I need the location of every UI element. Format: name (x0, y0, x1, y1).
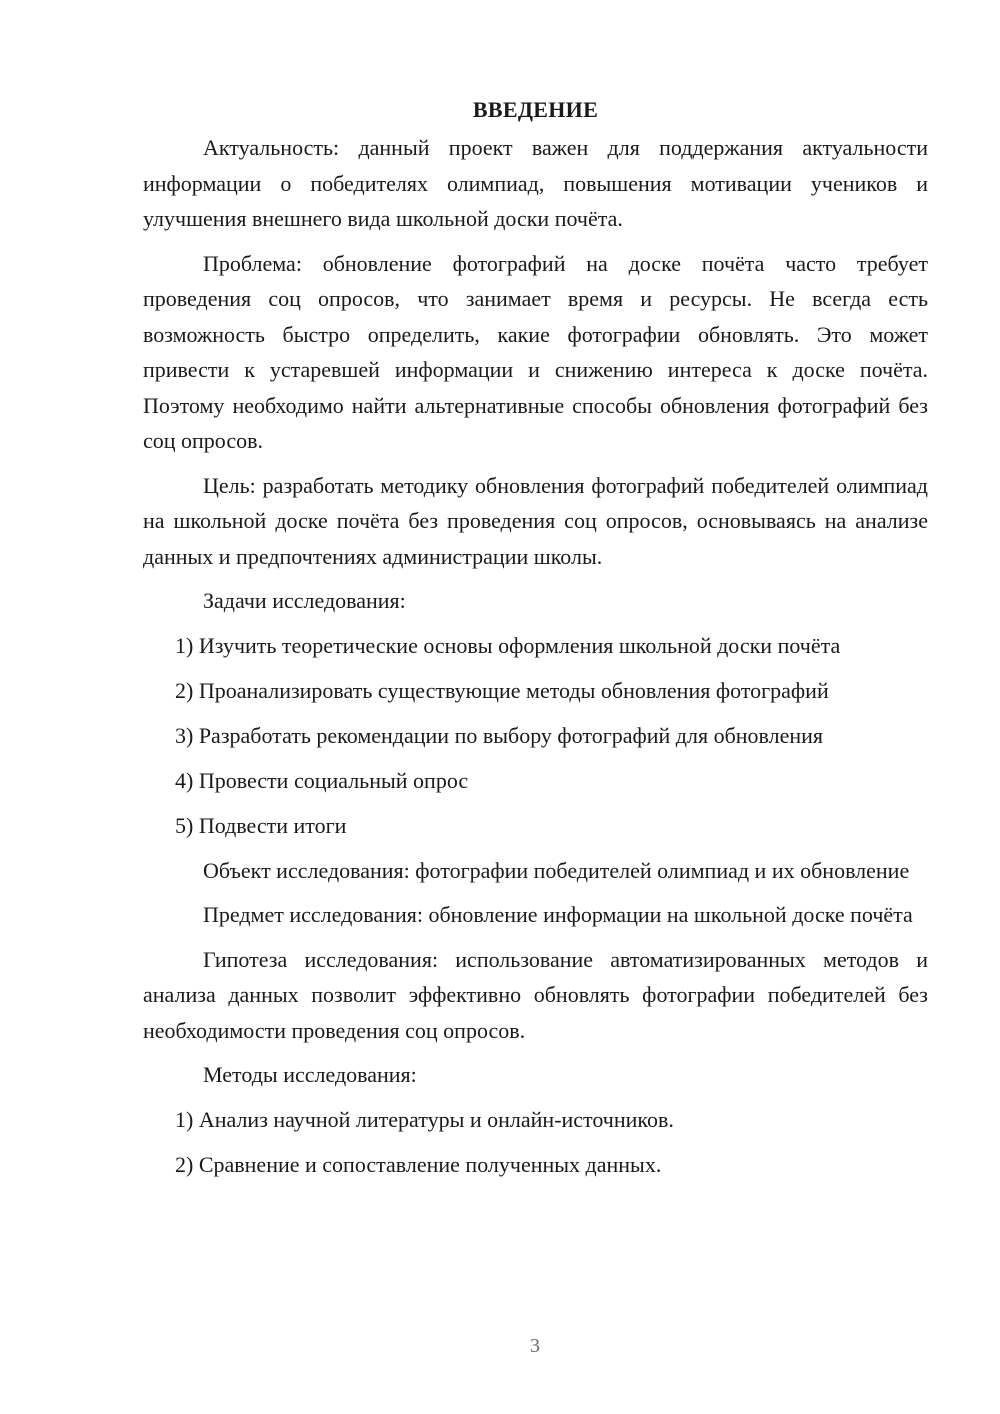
paragraph-goal: Цель: разработать методику обновления фотографий победителей олимпиад на школьной доске почёта без проведения соц опросов, основываясь на анализе данных и предпочтениях администрации школы. (143, 472, 928, 569)
paragraph-hypothesis: Гипотеза исследования: использование автоматизированных методов и анализа данных позволит эффективно обновлять фотографии победителей без необходимости проведения соц опросов. (143, 946, 928, 1043)
list-item: 3) Разработать рекомендации по выбору фотографий для обновления (175, 722, 824, 748)
paragraph-subject: Предмет исследования: обновление информации на школьной доске почёта (203, 902, 913, 927)
methods-heading: Методы исследования: (203, 1062, 417, 1087)
paragraph-object: Объект исследования: фотографии победителей олимпиад и их обновление (203, 857, 910, 883)
list-item: 5) Подвести итоги (175, 812, 347, 838)
tasks-list (143, 628, 928, 844)
list-item: 1) Изучить теоретические основы оформления школьной доски почёта (175, 632, 841, 658)
page-title: ВВЕДЕНИЕ (472, 97, 599, 122)
list-item: 2) Проанализировать существующие методы обновления фотографий (175, 677, 829, 703)
paragraph-problem: Проблема: обновление фотографий на доске почёта часто требует проведения соц опросов, что занимает время и ресурсы. Не всегда есть возможность быстро определить, какие фотографии обновлять. Это может привести к устаревшей информации и снижению интереса к доске почёта. Поэтому необходимо найти альтернативные способы обновления фотографий без соц опросов. (143, 250, 928, 453)
list-item: 2) Сравнение и сопоставление полученных данных. (175, 1151, 662, 1177)
methods-list (143, 1102, 928, 1183)
document-page (143, 94, 928, 1192)
page-number: 3 (530, 1335, 540, 1357)
list-item: 4) Провести социальный опрос (175, 767, 469, 793)
list-item: 1) Анализ научной литературы и онлайн-источников. (175, 1106, 674, 1132)
tasks-heading: Задачи исследования: (203, 588, 406, 613)
paragraph-relevance: Актуальность: данный проект важен для поддержания актуальности информации о победителях олимпиад, повышения мотивации учеников и улучшения внешнего вида школьной доски почёта. (143, 135, 928, 231)
